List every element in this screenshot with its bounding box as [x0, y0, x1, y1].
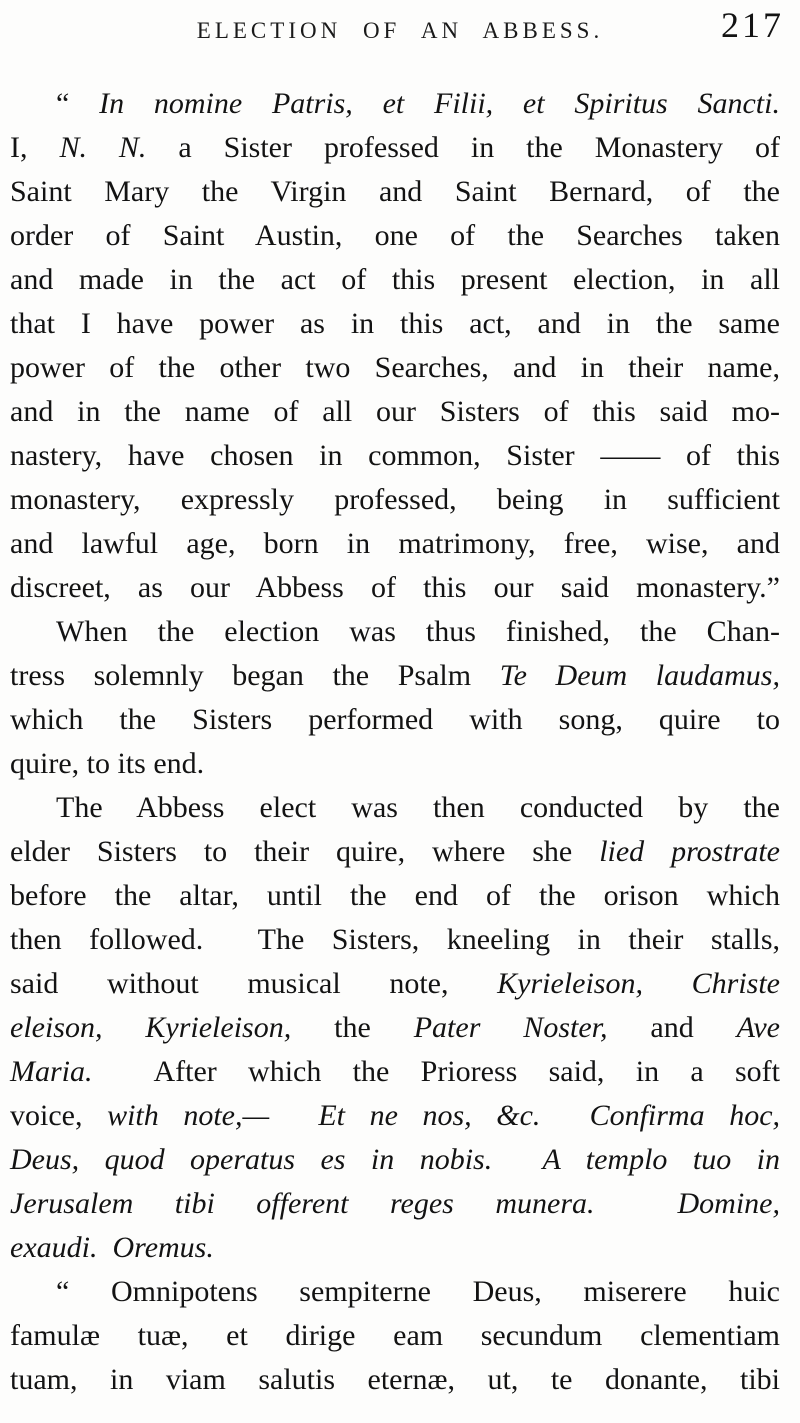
- text-segment: before the altar, until the end of the orison which: [10, 879, 780, 912]
- text-segment: and: [607, 1011, 737, 1044]
- text-line: [10, 874, 780, 918]
- text-segment: When the election was thus finished, the Chan-: [56, 615, 780, 648]
- text-line: [10, 830, 780, 874]
- text-segment: and in the name of all our Sisters of this said mo-: [10, 395, 780, 428]
- italic-text-segment: Te Deum laudamus,: [499, 659, 780, 692]
- text-line: [10, 698, 780, 742]
- text-line: [10, 654, 780, 698]
- text-body: [10, 82, 780, 1402]
- italic-text-segment: lied prostrate: [599, 835, 780, 868]
- text-line: [10, 478, 780, 522]
- text-segment: said without musical note,: [10, 967, 498, 1000]
- text-segment: famulæ tuæ, et dirige eam secundum clementiam: [10, 1319, 780, 1352]
- running-title: ELECTION OF AN ABBESS.: [196, 18, 604, 43]
- italic-text-segment: Maria.: [10, 1055, 93, 1088]
- text-segment: “: [56, 87, 100, 120]
- text-segment: Saint Mary the Virgin and Saint Bernard, of the: [10, 175, 780, 208]
- text-segment: that I have power as in this act, and in the same: [10, 307, 780, 340]
- text-segment: power of the other two Searches, and in their name,: [10, 351, 780, 384]
- text-segment: tuam, in viam salutis eternæ, ut, te donante, tibi: [10, 1363, 780, 1396]
- text-line: [10, 610, 780, 654]
- text-segment: monastery, expressly professed, being in sufficient: [10, 483, 780, 516]
- italic-text-segment: Deus, quod operatus es in nobis. A templo tuo in: [10, 1143, 780, 1176]
- italic-text-segment: exaudi. Oremus.: [10, 1231, 214, 1264]
- text-segment: and made in the act of this present election, in all: [10, 263, 780, 296]
- text-line: [10, 566, 780, 610]
- text-segment: then followed. The Sisters, kneeling in their stalls,: [10, 923, 780, 956]
- italic-text-segment: Jerusalem tibi offerent reges munera. Domine,: [10, 1187, 780, 1220]
- text-segment: voice,: [10, 1099, 108, 1132]
- page-number: 217: [721, 5, 784, 45]
- text-line: [10, 1006, 780, 1050]
- text-line: [10, 390, 780, 434]
- text-segment: nastery, have chosen in common, Sister —— of this: [10, 439, 780, 472]
- text-segment: tress solemnly began the Psalm: [10, 659, 500, 692]
- text-segment: After which the Prioress said, in a soft: [92, 1055, 780, 1088]
- text-line: [10, 170, 780, 214]
- italic-text-segment: Ave: [736, 1011, 780, 1044]
- text-segment: quire, to its end.: [10, 747, 205, 780]
- italic-text-segment: Kyrieleison, Christe: [497, 967, 780, 1000]
- text-segment: order of Saint Austin, one of the Searches taken: [10, 219, 780, 252]
- text-line: [10, 1138, 780, 1182]
- text-line: [10, 82, 780, 126]
- text-line: [10, 1094, 780, 1138]
- text-line: [10, 346, 780, 390]
- italic-text-segment: In nomine Patris, et Filii, et Spiritus Sancti.: [99, 87, 780, 120]
- text-line: [10, 1270, 780, 1314]
- text-segment: elder Sisters to their quire, where she: [10, 835, 600, 868]
- text-line: [10, 962, 780, 1006]
- page-header: [0, 0, 800, 76]
- text-line: [10, 214, 780, 258]
- italic-text-segment: eleison, Kyrieleison,: [10, 1011, 292, 1044]
- text-segment: which the Sisters performed with song, quire to: [10, 703, 780, 736]
- italic-text-segment: with note,— Et ne nos, &c. Confirma hoc,: [107, 1099, 781, 1132]
- text-line: [10, 302, 780, 346]
- text-line: [10, 1358, 780, 1402]
- text-line: [10, 1226, 780, 1270]
- text-line: [10, 1050, 780, 1094]
- text-line: [10, 126, 780, 170]
- text-line: [10, 1314, 780, 1358]
- text-segment: I,: [10, 131, 60, 164]
- text-segment: the: [291, 1011, 414, 1044]
- text-line: [10, 742, 780, 786]
- text-line: [10, 258, 780, 302]
- text-line: [10, 786, 780, 830]
- text-line: [10, 434, 780, 478]
- text-segment: and lawful age, born in matrimony, free, wise, and: [10, 527, 780, 560]
- text-segment: discreet, as our Abbess of this our said monastery.”: [10, 571, 780, 604]
- italic-text-segment: N. N.: [59, 131, 147, 164]
- text-segment: The Abbess elect was then conducted by the: [56, 791, 780, 824]
- text-line: [10, 918, 780, 962]
- text-segment: a Sister professed in the Monastery of: [146, 131, 780, 164]
- text-line: [10, 1182, 780, 1226]
- text-line: [10, 522, 780, 566]
- italic-text-segment: Pater Noster,: [413, 1011, 608, 1044]
- text-segment: “ Omnipotens sempiterne Deus, miserere huic: [56, 1275, 780, 1308]
